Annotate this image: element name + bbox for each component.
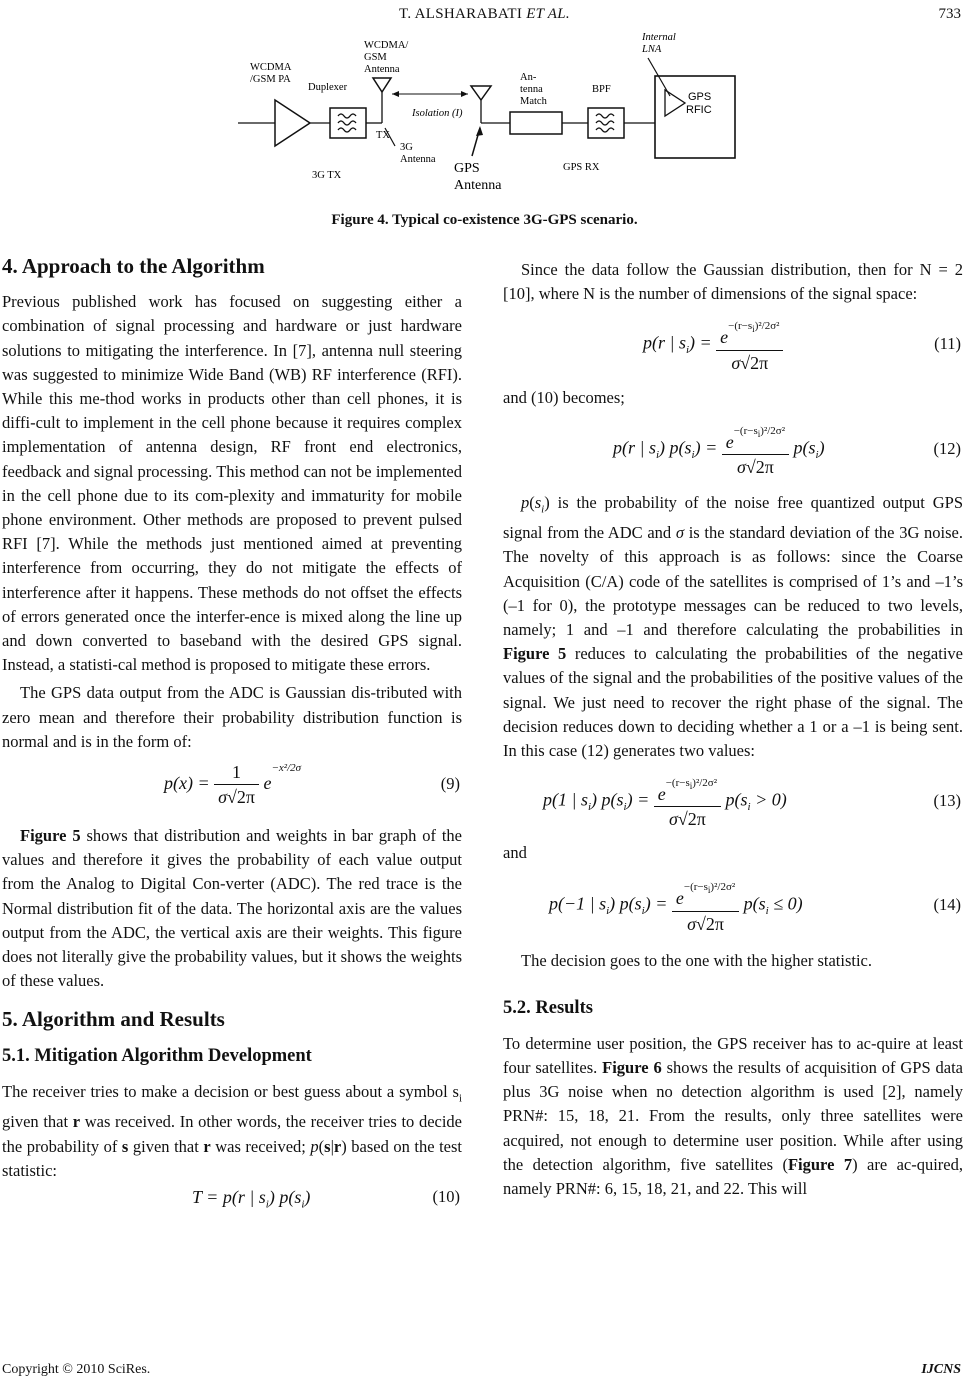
subsection-heading-results: 5.2. Results: [503, 997, 593, 1018]
block-diagram: [230, 28, 750, 208]
power-amplifier-icon: [275, 100, 310, 146]
wcdma-antenna-icon: [373, 78, 391, 92]
bpf-icon: [588, 108, 624, 138]
label-wcdma-antenna: WCDMA/ GSM Antenna: [364, 40, 409, 75]
label-duplexer: Duplexer: [308, 82, 348, 93]
paragraph: The decision goes to the one with the higher statistic.: [521, 951, 873, 971]
section-heading-approach: 4. Approach to the Algorithm: [2, 254, 265, 278]
page-number: 733: [938, 6, 961, 22]
paragraph: The receiver tries to make a decision or best guess about a symbol $s_i$ given that r was received. In other words, the receiver tries to decide the probability of s given that r was received; p(s|r) based on the test statistic:: [2, 1081, 463, 1180]
paragraph: $p(s_i)$ is the probability of the noise free quantized output GPS signal from the ADC and σ is the standard deviation of the 3G noise. The novelty of this approach is as follows: since the Coarse Acquisition (C/A) code of the satellites is comprised of 1’s and –1’s (–1 for 0), the prototype messages can be reduced to two levels, namely; 1 and –1 and therefore calculating the probabilities in Figure 5 reduces to calculating the probabilities of the negative values of the signal and the probabilities of the positive values of the signal. We just need to recover the right phase of the signal. The decision reduces down to deciding whether a 1 or a –1 is being sent. In this case (12) generates two values:: [503, 492, 964, 760]
label-3g-tx: 3G TX: [312, 170, 342, 181]
copyright: Copyright © 2010 SciRes.: [2, 1362, 151, 1377]
paragraph: Since the data follow the Gaussian distribution, then for N = 2 [10], where N is the number of dimensions of the signal space:: [503, 260, 963, 304]
equation-12: p(r | $s_i$) $p(s_i)$ = $\frac{e^{-(r-s_i)^2/2\sigma^2}}{\sigma√2\pi}$ $p(s_i)$ (12): [503, 411, 963, 491]
journal-name: IJCNS: [921, 1362, 961, 1377]
gps-rfic-icon: [655, 76, 735, 158]
page-header: [0, 6, 969, 30]
label-3g-antenna: 3G Antenna: [400, 142, 436, 165]
equation-13: p(1 | $s_i$) $p(s_i)$ = $\frac{e^{-(r-s_i)^2/2\sigma^2}}{\sigma√2\pi}$ $p(s_i > 0)$ (13): [503, 763, 963, 841]
figure-caption: Figure 4. Typical co-existence 3G-GPS scenario.: [331, 212, 638, 228]
subsection-heading-mitigation: 5.1. Mitigation Algorithm Development: [2, 1045, 312, 1066]
label-pa: WCDMA /GSM PA: [250, 62, 292, 85]
antenna-match-icon: [510, 112, 562, 134]
paragraph: and (10) becomes;: [503, 388, 625, 408]
label-gps-rfic: GPS RFIC: [686, 91, 712, 116]
et-al: ET AL.: [526, 6, 570, 22]
paragraph: The GPS data output from the ADC is Gaussian dis-tributed with zero mean and therefore their probability distribution function is normal and is in the form of:: [2, 683, 462, 751]
label-isolation: Isolation (I): [412, 108, 463, 119]
paragraph: and: [503, 843, 527, 863]
section-heading-algorithm: 5. Algorithm and Results: [2, 1007, 225, 1032]
left-column: [2, 248, 462, 1215]
paragraph: To determine user position, the GPS receiver has to ac-quire at least four satellites. Figure 6 shows the results of acquisition of GPS data plus 3G noise when no detection algorithm is used [2], namely PRN#: 15, 18, 21. From the results, only three satellites were acquired, not enough to determine user position. While after using the detection algorithm, five satellites (Figure 7) are ac-quired, namely PRN#: 6, 15, 18, 21, and 22. This will: [503, 1033, 963, 1198]
equation-11: p(r | $s_i$) = $\frac{e^{-(r-s_i)^2/2\sigma^2}}{\sigma√2\pi}$ (11): [503, 306, 963, 386]
label-tx: TX: [376, 130, 390, 141]
paragraph: Figure 5 shows that distribution and weights in bar graph of the values and therefore it gives the probability of each value output from the Analog to Digital Con-verter (ADC). The red trace is the Normal distribution fit of the data. The horizontal axis are the values output from the ADC, the vertical axis are their weights. This figure does not literally give the probability values, but it shows the weights of these values.: [2, 826, 462, 991]
duplexer-icon: [330, 108, 366, 138]
label-gps-rx: GPS RX: [563, 162, 600, 173]
label-antenna-match: An-tenna Match: [520, 72, 547, 107]
label-internal-lna: Internal LNA: [642, 32, 676, 55]
equation-9: p(x) = $\frac{1}{\sigma√2\pi}$ $e^{-x^2/2\sigma}$ (9): [164, 762, 460, 808]
block-diagram-figure: [230, 28, 750, 208]
paragraph: Previous published work has focused on suggesting either a combination of signal processing and hardware or just hardware solutions to mitigating the interference. In [7], antenna null steering was suggested to minimize Wide Band (WB) RF interference (RFI). While this me-thod works in products other than cell phones, it is diffi-cult to implement in the cell phone because it requires complex implementation of antenna design, RF front end electronics, feedback and signal processing. This method can not be implemented in the cell phone due to its com-plexity and immaturity for mobile phone environment. Other methods are proposed to prevent pulsed RFI [7]. While the methods just mentioned aimed at preventing interference from occurring, they do not mitigate the effects of interference after it happens. These methods do not offset the effects of errors generated once the interfer-ence is mixed along the line up and down converted to baseband with the desired GPS signal. Instead, a statisti-cal method is proposed to mitigate these errors.: [2, 292, 462, 675]
right-column: [503, 258, 963, 1201]
equation-10: T = p(r | $s_i$) $p(s_i)$ (10): [192, 1187, 460, 1211]
label-gps-antenna: GPS Antenna: [454, 161, 502, 193]
running-title: T. ALSHARABATI ET AL.: [399, 6, 570, 22]
gps-antenna-icon: [471, 86, 491, 100]
label-bpf: BPF: [592, 84, 611, 95]
equation-14: p(−1 | $s_i$) $p(s_i)$ = $\frac{e^{-(r-s_i)^2/2\sigma^2}}{\sigma√2\pi}$ $p(s_i \le 0)$ (14): [503, 865, 963, 949]
